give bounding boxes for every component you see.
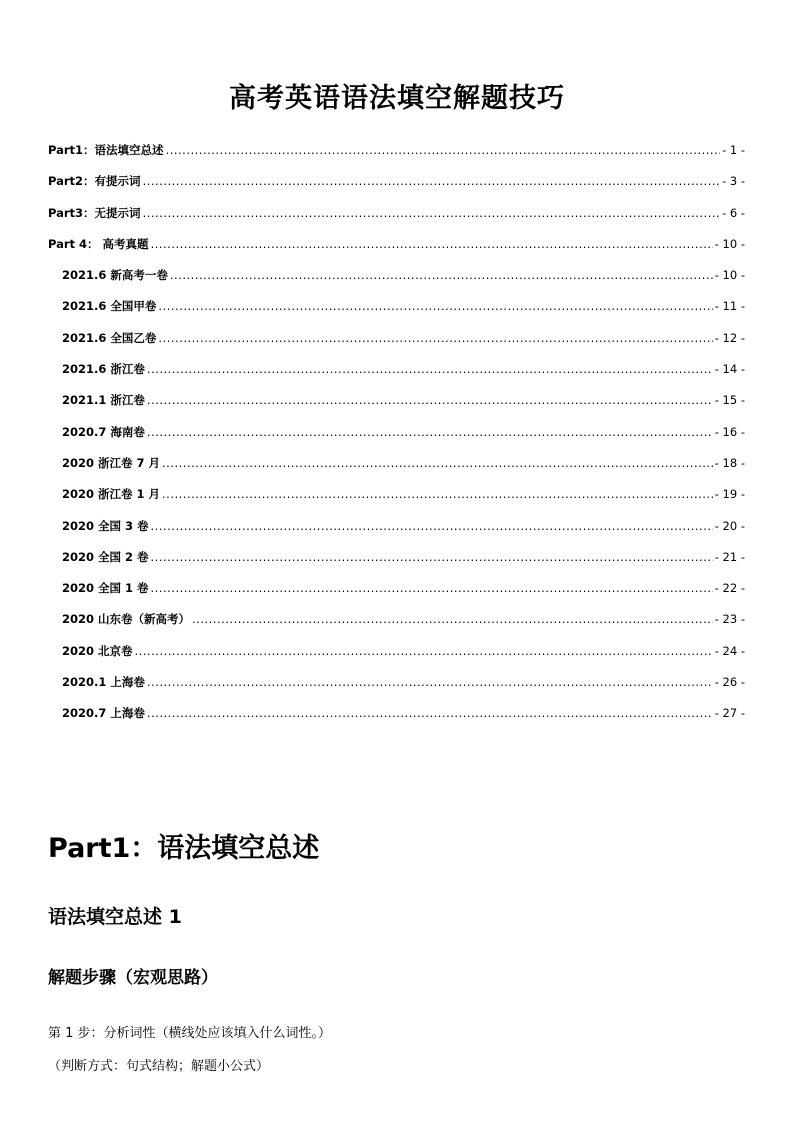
toc-dot-leader bbox=[147, 425, 713, 439]
toc-entry[interactable] bbox=[48, 643, 745, 674]
toc-entry[interactable] bbox=[48, 455, 745, 486]
toc-dot-leader bbox=[143, 174, 721, 188]
toc-dot-leader bbox=[166, 143, 721, 157]
step-1-note: （判断方式：句式结构；解题小公式） bbox=[48, 1059, 270, 1074]
toc-dot-leader bbox=[162, 487, 713, 501]
toc-page-number: - 12 - bbox=[714, 330, 745, 345]
toc-entry[interactable] bbox=[48, 205, 745, 236]
toc-entry-label: Part3：无提示词 bbox=[48, 205, 141, 220]
toc-dot-leader bbox=[162, 456, 713, 470]
toc-dot-leader bbox=[135, 644, 713, 658]
toc-entry-label: 2020 浙江卷 1 月 bbox=[62, 487, 161, 502]
toc-entry-label: 2020 全国 3 卷 bbox=[62, 518, 149, 533]
toc-dot-leader bbox=[158, 299, 712, 313]
toc-entry-label: 2020 全国 2 卷 bbox=[62, 549, 149, 564]
subsection-heading: 语法填空总述 1 bbox=[48, 906, 182, 928]
toc-page-number: - 26 - bbox=[714, 675, 745, 690]
toc-entry[interactable] bbox=[48, 705, 745, 736]
toc-dot-leader bbox=[158, 331, 712, 345]
toc-entry[interactable] bbox=[48, 549, 745, 580]
toc-page-number: - 16 - bbox=[714, 424, 745, 439]
steps-heading: 解题步骤（宏观思路） bbox=[48, 968, 218, 988]
toc-page-number: - 19 - bbox=[714, 487, 745, 502]
toc-entry-label: 2020.7 上海卷 bbox=[62, 706, 145, 721]
toc-entry-label: 2021.6 新高考一卷 bbox=[62, 268, 168, 283]
toc-entry-label: Part1：语法填空总述 bbox=[48, 143, 164, 157]
toc-page-number: - 23 - bbox=[714, 612, 745, 627]
toc-entry[interactable] bbox=[48, 173, 745, 204]
toc-entry-label: 2020.7 海南卷 bbox=[62, 424, 145, 439]
toc-entry[interactable] bbox=[48, 486, 745, 517]
toc-page-number: - 11 - bbox=[714, 299, 745, 314]
toc-page-number: - 22 - bbox=[714, 581, 745, 596]
toc-dot-leader bbox=[151, 550, 713, 564]
section-heading-part1: Part1：语法填空总述 bbox=[48, 833, 320, 864]
toc-entry-label: 2020 北京卷 bbox=[62, 643, 133, 658]
toc-entry[interactable] bbox=[48, 611, 745, 642]
toc-entry[interactable] bbox=[48, 392, 745, 423]
toc-entry[interactable] bbox=[48, 330, 745, 361]
toc-dot-leader bbox=[147, 362, 713, 376]
toc-entry-label: 2021.6 浙江卷 bbox=[62, 362, 145, 377]
toc-entry[interactable] bbox=[48, 142, 745, 173]
document-title: 高考英语语法填空解题技巧 bbox=[229, 83, 565, 114]
toc-dot-leader bbox=[151, 519, 713, 533]
toc-entry[interactable] bbox=[48, 518, 745, 549]
toc-entry-label: 2021.6 全国甲卷 bbox=[62, 299, 157, 314]
toc-entry-label: Part2：有提示词 bbox=[48, 174, 141, 189]
toc-entry[interactable] bbox=[48, 236, 745, 267]
toc-entry[interactable] bbox=[48, 674, 745, 705]
toc-dot-leader bbox=[147, 393, 713, 407]
toc-page-number: - 21 - bbox=[714, 549, 745, 564]
toc-entry[interactable] bbox=[48, 267, 745, 298]
toc-page-number: - 1 - bbox=[722, 143, 745, 157]
toc-entry-label: Part 4： 高考真题 bbox=[48, 236, 149, 251]
toc-page-number: - 14 - bbox=[714, 362, 745, 377]
toc-page-number: - 15 - bbox=[714, 393, 745, 408]
toc-entry-label: 2021.1 浙江卷 bbox=[62, 393, 145, 408]
toc-entry-label: 2020 浙江卷 7 月 bbox=[62, 455, 161, 470]
toc-page-number: - 20 - bbox=[714, 518, 745, 533]
toc-entry[interactable] bbox=[48, 424, 745, 455]
toc-entry[interactable] bbox=[48, 361, 745, 392]
toc-page-number: - 10 - bbox=[714, 268, 745, 283]
toc-dot-leader bbox=[151, 581, 713, 595]
toc-dot-leader bbox=[151, 237, 713, 251]
toc-page-number: - 24 - bbox=[714, 643, 745, 658]
toc-entry-label: 2020 山东卷（新高考） bbox=[62, 612, 191, 627]
toc-dot-leader bbox=[192, 612, 713, 626]
toc-page-number: - 18 - bbox=[714, 455, 745, 470]
toc-page-number: - 27 - bbox=[714, 706, 745, 721]
toc-entry-label: 2021.6 全国乙卷 bbox=[62, 330, 157, 345]
toc-page-number: - 10 - bbox=[714, 236, 745, 251]
toc-page-number: - 3 - bbox=[722, 174, 745, 189]
toc-entry[interactable] bbox=[48, 298, 745, 329]
table-of-contents bbox=[48, 142, 745, 737]
toc-dot-leader bbox=[147, 675, 713, 689]
toc-dot-leader bbox=[143, 206, 721, 220]
toc-entry-label: 2020.1 上海卷 bbox=[62, 675, 145, 690]
toc-entry[interactable] bbox=[48, 580, 745, 611]
step-1-text: 第 1 步：分析词性（横线处应该填入什么词性。） bbox=[48, 1026, 332, 1041]
toc-dot-leader bbox=[147, 706, 713, 720]
toc-entry-label: 2020 全国 1 卷 bbox=[62, 581, 149, 596]
toc-page-number: - 6 - bbox=[722, 205, 745, 220]
toc-dot-leader bbox=[170, 268, 713, 282]
